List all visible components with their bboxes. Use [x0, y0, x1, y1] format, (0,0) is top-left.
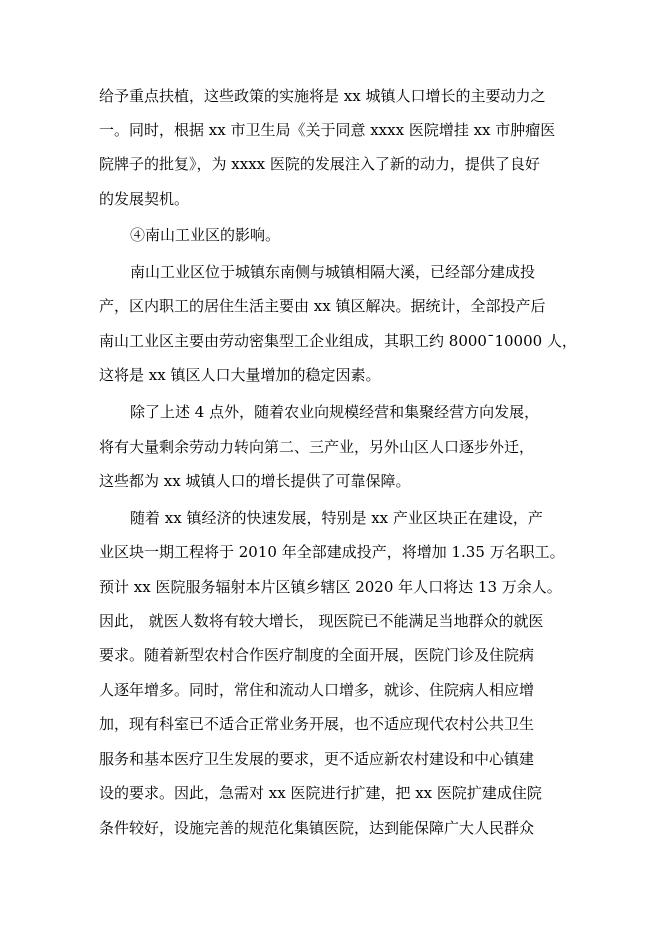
text-line-15: 预计 xx 医院服务辐射本片区镇乡辖区 2020 年人口将达 13 万余人。 — [99, 578, 562, 596]
text-line-3: 院牌子的批复》，为 xxxx 医院的发展注入了新的动力，提供了良好 — [99, 155, 540, 173]
text-line-8: 南山工业区主要由劳动密集型工企业组成，其职工约 8000¯10000 人， — [99, 332, 577, 350]
text-line-10: 除了上述 4 点外，随着农业向规模经营和集聚经营方向发展， — [130, 403, 540, 421]
text-line-20: 服务和基本医疗卫生发展的要求，更不适应新农村建设和中心镇建 — [99, 750, 535, 768]
text-line-13: 随着 xx 镇经济的快速发展，特别是 xx 产业区块正在建设，产 — [130, 509, 543, 527]
text-line-19: 加，现有科室已不适合正常业务开展，也不适应现代农村公共卫生 — [99, 715, 535, 733]
text-line-4: 的发展契机。 — [99, 190, 190, 208]
text-line-21: 设的要求。因此，急需对 xx 医院进行扩建，把 xx 医院扩建成住院 — [99, 784, 542, 802]
text-line-17: 要求。随着新型农村合作医疗制度的全面开展，医院门诊及住院病 — [99, 646, 535, 664]
section-heading: ④南山工业区的影响。 — [130, 226, 281, 244]
text-line-9: 这将是 xx 镇区人口大量增加的稳定因素。 — [99, 366, 381, 384]
text-line-2: 一。同时，根据 xx 市卫生局《关于同意 xxxx 医院增挂 xx 市肿瘤医 — [99, 121, 556, 139]
text-line-12: 这些都为 xx 城镇人口的增长提供了可靠保障。 — [99, 472, 411, 490]
text-line-1: 给予重点扶植，这些政策的实施将是 xx 城镇人口增长的主要动力之 — [99, 87, 546, 105]
text-line-7: 产，区内职工的居住生活主要由 xx 镇区解决。据统计，全部投产后 — [99, 297, 546, 315]
text-line-16: 因此， 就医人数将有较大增长， 现医院已不能满足当地群众的就医 — [99, 612, 544, 630]
text-line-14: 业区块一期工程将于 2010 年全部建成投产，将增加 1.35 万名职工。 — [99, 543, 565, 561]
text-line-6: 南山工业区位于城镇东南侧与城镇相隔大溪，已经部分建成投 — [130, 263, 536, 281]
text-line-11: 将有大量剩余劳动力转向第二、三产业，另外山区人口逐步外迁， — [99, 438, 535, 456]
text-line-22: 条件较好，设施完善的规范化集镇医院，达到能保障广大人民群众 — [99, 819, 535, 837]
text-line-18: 人逐年增多。同时，常住和流动人口增多，就诊、住院病人相应增 — [99, 681, 535, 699]
